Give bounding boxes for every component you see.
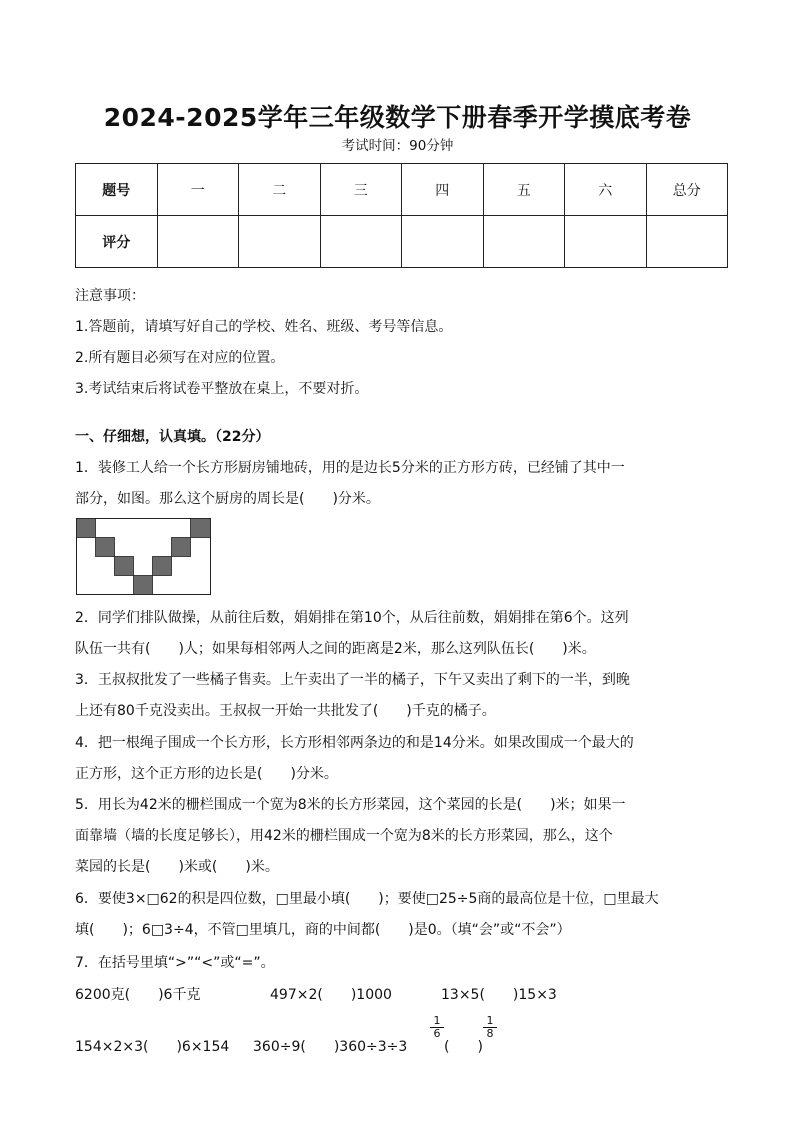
question-4-line: 正方形，这个正方形的边长是( )分米。 xyxy=(75,766,338,782)
floor-tile xyxy=(115,557,134,576)
fraction-numerator: 1 xyxy=(483,1015,497,1028)
score-cell[interactable] xyxy=(320,216,402,268)
note-item: 1.答题前，请填写好自己的学校、姓名、班级、考号等信息。 xyxy=(75,319,453,335)
question-1-line: 部分，如图。那么这个厨房的周长是( )分米。 xyxy=(75,491,380,507)
question-7-stem: 7．在括号里填“>”“<”或“=”。 xyxy=(75,955,275,971)
comparison-blank: ( ) xyxy=(444,1039,483,1055)
question-6-line: 6．要使3×□62的积是四位数，□里最小填( )；要使□25÷5商的最高位是十位，□里最大 xyxy=(75,891,659,907)
floor-tile xyxy=(191,519,211,538)
floor-tile xyxy=(77,519,96,538)
question-5-line: 面靠墙（墙的长度足够长），用42米的栅栏围成一个宽为8米的长方形菜园，那么，这个 xyxy=(75,828,613,844)
score-header-cell: 五 xyxy=(483,164,565,216)
score-header-cell: 四 xyxy=(402,164,484,216)
comparison-item: 6200克( )6千克 xyxy=(75,987,201,1003)
notes-heading: 注意事项： xyxy=(75,288,145,304)
question-3-line: 3．王叔叔批发了一些橘子售卖。上午卖出了一半的橘子，下午又卖出了剩下的一半，到晚 xyxy=(75,672,630,688)
comparison-item: 154×2×3( )6×154 xyxy=(75,1039,230,1055)
section-title: 一、仔细想，认真填。（22分） xyxy=(75,429,270,445)
exam-time: 考试时间：90分钟 xyxy=(341,138,454,154)
floor-tile xyxy=(172,538,191,557)
question-5-line: 菜园的长是( )米或( )米。 xyxy=(75,859,279,875)
score-header-cell: 总分 xyxy=(646,164,728,216)
question-3-line: 上还有80千克没卖出。王叔叔一开始一共批发了( )千克的橘子。 xyxy=(75,703,496,719)
score-cell[interactable] xyxy=(157,216,239,268)
question-4-line: 4．把一根绳子围成一个长方形，长方形相邻两条边的和是14分米。如果改围成一个最大的 xyxy=(75,735,634,751)
question-1-line: 1．装修工人给一个长方形厨房铺地砖，用的是边长5分米的正方形方砖，已经铺了其中一 xyxy=(75,460,625,476)
comparison-item: 13×5( )15×3 xyxy=(441,987,557,1003)
note-item: 3.考试结束后将试卷平整放在桌上，不要对折。 xyxy=(75,381,369,397)
note-item: 2.所有题目必须写在对应的位置。 xyxy=(75,350,285,366)
fraction-denominator: 6 xyxy=(433,1027,441,1040)
question-6-line: 填( )；6□3÷4，不管□里填几，商的中间都( )是0。（填“会”或“不会”） xyxy=(75,922,571,938)
page-title: 2024-2025学年三年级数学下册春季开学摸底考卷 xyxy=(103,103,692,132)
floor-tile xyxy=(96,538,115,557)
comparison-item: 360÷9( )360÷3÷3 xyxy=(253,1039,408,1055)
fraction-denominator: 8 xyxy=(486,1027,494,1040)
score-cell[interactable] xyxy=(239,216,321,268)
comparison-item: 497×2( )1000 xyxy=(270,987,392,1003)
score-cell[interactable] xyxy=(565,216,647,268)
floor-tile xyxy=(153,557,172,576)
question-5-line: 5．用长为42米的栅栏围成一个宽为8米的长方形菜园，这个菜园的长是( )米；如果一 xyxy=(75,797,626,813)
score-table-header-row xyxy=(76,164,728,216)
tile-floor-figure xyxy=(76,518,211,595)
score-table-score-row xyxy=(76,216,728,268)
question-2-line: 2．同学们排队做操，从前往后数，娟娟排在第10个，从后往前数，娟娟排在第6个。这列 xyxy=(75,610,629,626)
score-header-cell: 一 xyxy=(157,164,239,216)
score-table xyxy=(75,163,728,268)
fraction-numerator: 1 xyxy=(430,1015,444,1028)
floor-tile xyxy=(134,576,153,595)
score-cell[interactable] xyxy=(483,216,565,268)
score-cell[interactable] xyxy=(402,216,484,268)
fraction-one-sixth xyxy=(430,1015,444,1040)
score-row-label: 评分 xyxy=(76,216,158,268)
fraction-one-eighth xyxy=(483,1015,497,1040)
score-header-cell: 二 xyxy=(239,164,321,216)
score-cell[interactable] xyxy=(646,216,728,268)
score-header-cell: 三 xyxy=(320,164,402,216)
score-header-cell: 六 xyxy=(565,164,647,216)
score-header-cell: 题号 xyxy=(76,164,158,216)
question-2-line: 队伍一共有( )人；如果每相邻两人之间的距离是2米，那么这列队伍长( )米。 xyxy=(75,641,596,657)
